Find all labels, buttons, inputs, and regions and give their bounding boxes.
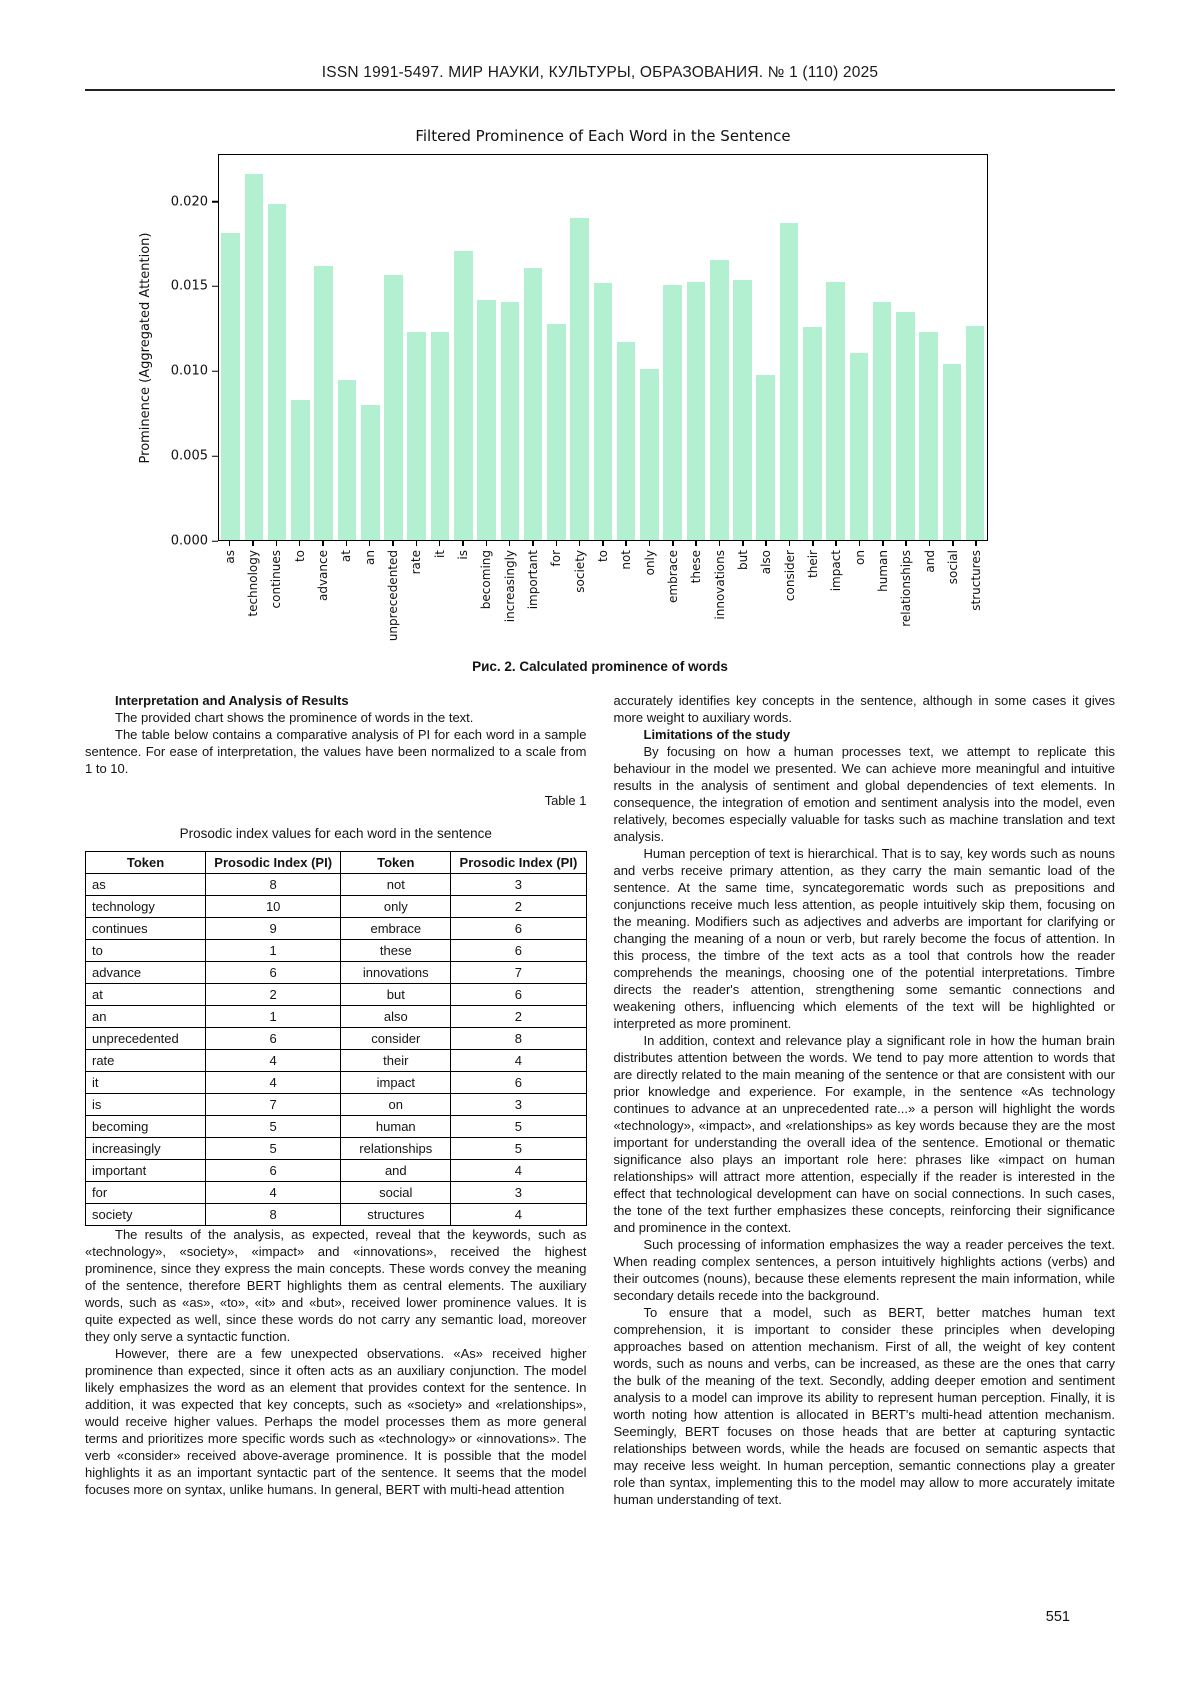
table-cell: 6 (451, 1072, 586, 1094)
table-cell: 4 (206, 1072, 341, 1094)
chart-bar-slot (405, 155, 428, 540)
chart-bar-slot (754, 155, 777, 540)
x-tick-label: to (595, 550, 610, 563)
x-tick-label: structures (969, 550, 984, 611)
page-number: 551 (1045, 1609, 1070, 1625)
table-cell: on (341, 1094, 451, 1116)
table-cell: continues (86, 918, 206, 940)
table-cell: 5 (451, 1138, 586, 1160)
x-tick-label: human (875, 550, 890, 592)
right-column (614, 692, 1116, 1508)
table-cell: these (341, 940, 451, 962)
x-tickmark (299, 541, 301, 546)
table-body (86, 874, 587, 1226)
table-header-row (86, 852, 587, 874)
x-tickmark (602, 541, 604, 546)
chart-bar-slot (289, 155, 312, 540)
chart-plot-area (218, 154, 988, 541)
x-tick-label: embrace (665, 550, 680, 603)
x-tick-label: and (922, 550, 937, 573)
chart-x-slot (848, 541, 871, 649)
x-tick-label: society (572, 550, 587, 593)
table-cell: society (86, 1204, 206, 1226)
table-row (86, 918, 587, 940)
chart-bar-slot (219, 155, 242, 540)
x-tickmark (812, 541, 814, 546)
table-header-cell: Prosodic Index (PI) (451, 852, 586, 874)
table-cell: 10 (206, 896, 341, 918)
table-cell: rate (86, 1050, 206, 1072)
chart-x-slot (638, 541, 661, 649)
chart-bar (850, 353, 869, 540)
table-cell: 6 (451, 918, 586, 940)
chart-bar (594, 283, 613, 540)
chart-bar (477, 300, 496, 540)
chart-x-slot (475, 541, 498, 649)
chart-x-slot (218, 541, 241, 649)
prosodic-table (85, 851, 587, 1226)
table-row (86, 1116, 587, 1138)
chart-bar (896, 312, 915, 540)
table-cell: as (86, 874, 206, 896)
table-row (86, 896, 587, 918)
header-rule (85, 89, 1115, 91)
x-tick-label: advance (315, 550, 330, 602)
y-tick-label: 0.015 (170, 278, 208, 294)
table-row (86, 1160, 587, 1182)
x-tickmark (392, 541, 394, 546)
table-cell: embrace (341, 918, 451, 940)
chart-bar (384, 275, 403, 540)
table-cell: impact (341, 1072, 451, 1094)
table-cell: 6 (451, 940, 586, 962)
chart-bar-slot (870, 155, 893, 540)
x-tickmark (905, 541, 907, 546)
chart-bar (966, 326, 985, 540)
x-tickmark (509, 541, 511, 546)
table-row (86, 984, 587, 1006)
chart-bar-slot (731, 155, 754, 540)
chart-bar-slot (428, 155, 451, 540)
chart-bar-slot (684, 155, 707, 540)
chart-bar (756, 375, 775, 540)
chart-bar (873, 302, 892, 540)
chart-bar (617, 342, 636, 540)
chart-bar (454, 251, 473, 540)
chart-x-slot (591, 541, 614, 649)
figure-caption: Рис. 2. Calculated prominence of words (472, 659, 728, 674)
table-cell: 7 (451, 962, 586, 984)
x-tick-label: on (852, 550, 867, 565)
table-cell: social (341, 1182, 451, 1204)
table-cell: is (86, 1094, 206, 1116)
chart-bar-slot (452, 155, 475, 540)
chart-x-slot (615, 541, 638, 649)
table-header-cell: Token (341, 852, 451, 874)
chart-y-axis (138, 154, 218, 549)
chart-x-slot (965, 541, 988, 649)
x-tickmark (765, 541, 767, 546)
x-tick-label: consider (782, 550, 797, 602)
x-tick-label: relationships (899, 550, 914, 627)
table-row (86, 1204, 587, 1226)
chart-bar (431, 332, 450, 540)
chart-bar-slot (801, 155, 824, 540)
x-tick-label: but (735, 550, 750, 570)
chart-bar-slot (615, 155, 638, 540)
chart-bar (268, 204, 287, 540)
x-tickmark (229, 541, 231, 546)
chart-bar-slot (335, 155, 358, 540)
chart-bar-slot (940, 155, 963, 540)
table-row (86, 1028, 587, 1050)
table-cell: 8 (206, 874, 341, 896)
x-tick-label: impact (829, 550, 844, 592)
chart-x-slot (498, 541, 521, 649)
chart-x-slot (895, 541, 918, 649)
x-tickmark (532, 541, 534, 546)
x-tick-label: is (455, 550, 470, 560)
x-tickmark (929, 541, 931, 546)
table-cell: also (341, 1006, 451, 1028)
table-cell: to (86, 940, 206, 962)
chart-x-slot (568, 541, 591, 649)
table-cell: technology (86, 896, 206, 918)
table-cell: 6 (206, 962, 341, 984)
x-tickmark (695, 541, 697, 546)
chart-bar (687, 282, 706, 540)
y-tick-label: 0.005 (170, 448, 208, 464)
x-tickmark (322, 541, 324, 546)
table-cell: an (86, 1006, 206, 1028)
chart-x-slot (521, 541, 544, 649)
x-tickmark (742, 541, 744, 546)
table-cell: 4 (451, 1160, 586, 1182)
table-cell: 6 (206, 1160, 341, 1182)
chart-y-axis-label: Prominence (Aggregated Attention) (138, 232, 153, 463)
x-tickmark (975, 541, 977, 546)
table-cell: relationships (341, 1138, 451, 1160)
chart-x-slot (265, 541, 288, 649)
x-tick-label: not (619, 550, 634, 570)
chart-bar (663, 285, 682, 540)
chart-bar-slot (847, 155, 870, 540)
table-cell: 8 (451, 1028, 586, 1050)
chart-x-slot (731, 541, 754, 649)
chart-x-slot (755, 541, 778, 649)
x-tick-label: their (805, 550, 820, 578)
table-cell: at (86, 984, 206, 1006)
table-title: Prosodic index values for each word in the sentence (179, 826, 492, 841)
x-tickmark (252, 541, 254, 546)
chart-bar-slot (359, 155, 382, 540)
table-cell: but (341, 984, 451, 1006)
chart-bar (501, 302, 520, 540)
table-cell: 3 (451, 1094, 586, 1116)
x-tick-label: as (222, 550, 237, 564)
table-cell: 2 (451, 896, 586, 918)
chart-x-slot (428, 541, 451, 649)
chart-bar-slot (894, 155, 917, 540)
paragraph: However, there are a few unexpected observations. «As» received higher prominence than expected, since it often acts as an auxiliary conjunction. The model likely emphasizes the word as an element that provides context for the sentence. In addition, it was expected that key concepts, such as «society» and «relationships», would receive higher values. Perhaps the model processes them as more general terms and prioritizes more specific words such as «technology» or «innovations». The verb «consider» received above-average prominence. It is possible that the model highlights it as an important syntactic part of the sentence. It seems that the model focuses more on syntax, unlike humans. In general, BERT with multi-head attention (85, 1346, 587, 1497)
chart-x-slot (685, 541, 708, 649)
y-tick-label: 0.010 (170, 363, 208, 379)
table-cell: unprecedented (86, 1028, 206, 1050)
chart-x-slot (801, 541, 824, 649)
table-cell: only (341, 896, 451, 918)
table-cell: 9 (206, 918, 341, 940)
table-cell: 1 (206, 1006, 341, 1028)
x-tickmark (882, 541, 884, 546)
table-header-cell: Prosodic Index (PI) (206, 852, 341, 874)
chart-x-slot (708, 541, 731, 649)
table-cell: 4 (451, 1204, 586, 1226)
chart-bar (919, 332, 938, 540)
table-cell: their (341, 1050, 451, 1072)
table-cell: 5 (206, 1138, 341, 1160)
paragraph: accurately identifies key concepts in the sentence, although in some cases it gives more weight to auxiliary words. (613, 693, 1115, 725)
chart-bar-slot (568, 155, 591, 540)
table-cell: 1 (206, 940, 341, 962)
chart-title: Filtered Prominence of Each Word in the Sentence (415, 127, 791, 145)
chart-x-slot (918, 541, 941, 649)
x-tick-label: social (945, 550, 960, 585)
table-cell: structures (341, 1204, 451, 1226)
table-cell: 4 (206, 1050, 341, 1072)
chart-bar-slot (382, 155, 405, 540)
chart-x-slot (241, 541, 264, 649)
figure-prominence-chart (140, 127, 988, 649)
x-tick-label: only (642, 550, 657, 576)
chart-bar (780, 223, 799, 540)
table-row (86, 1006, 587, 1028)
x-tickmark (439, 541, 441, 546)
x-tickmark (369, 541, 371, 546)
x-tickmark (346, 541, 348, 546)
chart-bar (221, 233, 240, 540)
y-tick-label: 0.020 (170, 194, 208, 210)
table-cell: 8 (206, 1204, 341, 1226)
chart-bar-slot (661, 155, 684, 540)
chart-bar-slot (475, 155, 498, 540)
table-cell: 7 (206, 1094, 341, 1116)
x-tick-label: innovations (712, 550, 727, 620)
x-tick-label: an (362, 550, 377, 565)
chart-x-slot (545, 541, 568, 649)
chart-bar-slot (545, 155, 568, 540)
table-row (86, 940, 587, 962)
x-tick-label: becoming (479, 550, 494, 610)
chart-bar-slot (708, 155, 731, 540)
chart-x-slot (381, 541, 404, 649)
chart-bar-slot (242, 155, 265, 540)
chart-bar-slot (638, 155, 661, 540)
paragraph: By focusing on how a human processes text, we attempt to replicate this behaviour in the model we presented. We can achieve more meaningful and intuitive results in the analysis of sentiment and global dependencies of text elements. In consequence, the integration of emotion and sentiment analysis into the model, even relatively, becomes especially valuable for tasks such as machine translation and text analysis. (613, 744, 1115, 844)
x-tickmark (625, 541, 627, 546)
table-cell: 2 (451, 1006, 586, 1028)
x-tick-label: to (292, 550, 307, 563)
chart-bar (803, 327, 822, 540)
x-tickmark (276, 541, 278, 546)
chart-bar (524, 268, 543, 540)
y-tick-label: 0.000 (170, 533, 208, 549)
section-heading-interpretation: Interpretation and Analysis of Results (115, 693, 349, 708)
paragraph: Such processing of information emphasizes the way a reader perceives the text. When reading complex sentences, a person intuitively highlights actions (verbs) and their outcomes (nouns), because these elements represent the main information, while secondary details recede into the background. (613, 1237, 1115, 1303)
table-head (86, 852, 587, 874)
table-cell: innovations (341, 962, 451, 984)
x-tick-label: at (339, 550, 354, 563)
x-tickmark (952, 541, 954, 546)
chart-bar-slot (266, 155, 289, 540)
x-tick-label: important (525, 550, 540, 610)
table-cell: important (86, 1160, 206, 1182)
chart-bar-slot (824, 155, 847, 540)
chart-plot-wrap (138, 154, 988, 549)
chart-x-slot (288, 541, 311, 649)
table-cell: and (341, 1160, 451, 1182)
table-cell: 5 (451, 1116, 586, 1138)
chart-bar (291, 400, 310, 540)
table-row (86, 1072, 587, 1094)
chart-bar-slot (964, 155, 987, 540)
table-label: Table 1 (544, 793, 587, 808)
chart-x-slot (941, 541, 964, 649)
table-cell: 3 (451, 874, 586, 896)
x-tickmark (579, 541, 581, 546)
chart-bar (570, 218, 589, 541)
x-tickmark (416, 541, 418, 546)
x-tick-label: increasingly (502, 550, 517, 623)
chart-bar (547, 324, 566, 540)
paragraph: Human perception of text is hierarchical. That is to say, key words such as nouns and verbs receive primary attention, as they carry the main semantic load of the sentence. At the same time, syncategorematic words such as prepositions and conjunctions receive much less attention, as people intuitively skip them, focusing on the meaning. Modifiers such as adjectives and adverbs are important for clarifying or changing the meaning of a noun or verb, but rarely become the focus of attention. In this process, the timbre of the text acts as a tool that controls how the reader comprehends the meanings, choosing one of the potential interpretations. Timbre directs the reader's attention, strengthening some semantic connections and weakening others, influencing which elements of the text will be highlighted or interpreted as more prominent. (613, 846, 1115, 1031)
x-tickmark (672, 541, 674, 546)
chart-bar (361, 405, 380, 540)
chart-x-axis (218, 541, 988, 649)
right-column-paragraphs (614, 743, 1116, 1508)
table-cell: consider (341, 1028, 451, 1050)
columns (85, 692, 1115, 1508)
chart-bar-slot (521, 155, 544, 540)
x-tick-label: these (689, 550, 704, 584)
chart-bar (245, 174, 264, 540)
left-column (85, 692, 587, 1508)
journal-header: ISSN 1991-5497. МИР НАУКИ, КУЛЬТУРЫ, ОБРАЗОВАНИЯ. № 1 (110) 2025 (321, 64, 879, 81)
chart-bar (407, 332, 426, 540)
paragraph: To ensure that a model, such as BERT, better matches human text comprehension, it is important to consider these principles when developing approaches based on attention mechanism. First of all, the weight of key content words, such as nouns and verbs, can be increased, as these are the ones that carry the bulk of the meaning of the text. Secondly, adding deeper emotion and sentiment analysis to a model can improve its ability to represent human perception. Finally, it is worth noting how attention is allocated in BERT's multi-head attention mechanism. Seemingly, BERT focuses on those heads that are better at capturing syntactic relationships between words, while the heads are focused on semantic aspects that may receive less weight. In human perception, semantic connections play a greater role than syntax, implementing this to the model may allow to more accurately imitate human understanding of text. (613, 1305, 1115, 1507)
table-cell: 3 (451, 1182, 586, 1204)
paragraph: The results of the analysis, as expected, reveal that the keywords, such as «technology», «society», «impact» and «innovations», received the highest prominence, since they express the main concepts. These words convey the meaning of the sentence, therefore BERT highlights them as central elements. The auxiliary words, such as «as», «to», «it» and «but», received lower prominence values. It is quite expected as well, since these words do not carry any semantic load, moreover they only serve a syntactic function. (85, 1227, 587, 1344)
table-cell: becoming (86, 1116, 206, 1138)
chart-x-slot (825, 541, 848, 649)
chart-bar (640, 369, 659, 540)
x-tickmark (486, 541, 488, 546)
chart-bar (314, 266, 333, 540)
table-header-cell: Token (86, 852, 206, 874)
table-cell: not (341, 874, 451, 896)
chart-bar (733, 280, 752, 540)
table-cell: 5 (206, 1116, 341, 1138)
x-tickmark (859, 541, 861, 546)
table-row (86, 962, 587, 984)
chart-bar (710, 260, 729, 540)
chart-bar-slot (498, 155, 521, 540)
table-cell: 6 (206, 1028, 341, 1050)
chart-x-slot (335, 541, 358, 649)
chart-x-slot (451, 541, 474, 649)
chart-bar (338, 380, 357, 540)
x-tick-label: for (549, 550, 564, 567)
x-tick-label: rate (409, 550, 424, 575)
table-cell: increasingly (86, 1138, 206, 1160)
table-cell: advance (86, 962, 206, 984)
chart-x-slot (311, 541, 334, 649)
paragraph: The table below contains a comparative analysis of PI for each word in a sample sentence. For ease of interpretation, the values have been normalized to a scale from 1 to 10. (85, 727, 587, 776)
chart-bar (943, 364, 962, 540)
chart-bar-slot (312, 155, 335, 540)
table-cell: 4 (451, 1050, 586, 1072)
chart-bar-slot (917, 155, 940, 540)
x-tick-label: continues (269, 550, 284, 609)
chart-x-slot (405, 541, 428, 649)
table-row (86, 1094, 587, 1116)
table-row (86, 1050, 587, 1072)
chart-bar (826, 282, 845, 540)
chart-x-slot (358, 541, 381, 649)
paragraph: The provided chart shows the prominence of words in the text. (115, 710, 474, 725)
table-cell: 6 (451, 984, 586, 1006)
x-tickmark (835, 541, 837, 546)
table-row (86, 1138, 587, 1160)
chart-bar-slot (591, 155, 614, 540)
x-tickmark (789, 541, 791, 546)
x-tick-label: also (759, 550, 774, 575)
table-row (86, 874, 587, 896)
chart-x-slot (778, 541, 801, 649)
table-cell: 4 (206, 1182, 341, 1204)
table-row (86, 1182, 587, 1204)
x-tickmark (649, 541, 651, 546)
x-tick-label: unprecedented (385, 550, 400, 642)
table-cell: for (86, 1182, 206, 1204)
chart-bar-slot (777, 155, 800, 540)
paragraph: In addition, context and relevance play a significant role in how the human brain distributes attention between the words. We tend to pay more attention to words that are directly related to the main meaning of the sentence or that are consistent with our prior knowledge and experience. For example, in the sentence «As technology continues to advance at an unprecedented rate...» a person will highlight the words «technology», «impact», and «relationships» as key words because they are the most important for understanding the overall idea of the sentence. Emotional or thematic significance also plays an important role here: phrases like «impact on human relationships» will attract more attention, especially if the reader is interested in the effect that technological development can have on social connections. In such cases, the tone of the text further emphasizes these concepts, reinforcing their significance and prominence in the context. (613, 1033, 1115, 1235)
x-tick-label: technology (245, 550, 260, 617)
chart-x-slot (661, 541, 684, 649)
x-tickmark (719, 541, 721, 546)
table-cell: it (86, 1072, 206, 1094)
x-tickmark (462, 541, 464, 546)
x-tickmark (556, 541, 558, 546)
table-cell: human (341, 1116, 451, 1138)
chart-x-slot (871, 541, 894, 649)
x-tick-label: it (432, 550, 447, 559)
section-heading-limitations: Limitations of the study (643, 727, 791, 742)
table-cell: 2 (206, 984, 341, 1006)
